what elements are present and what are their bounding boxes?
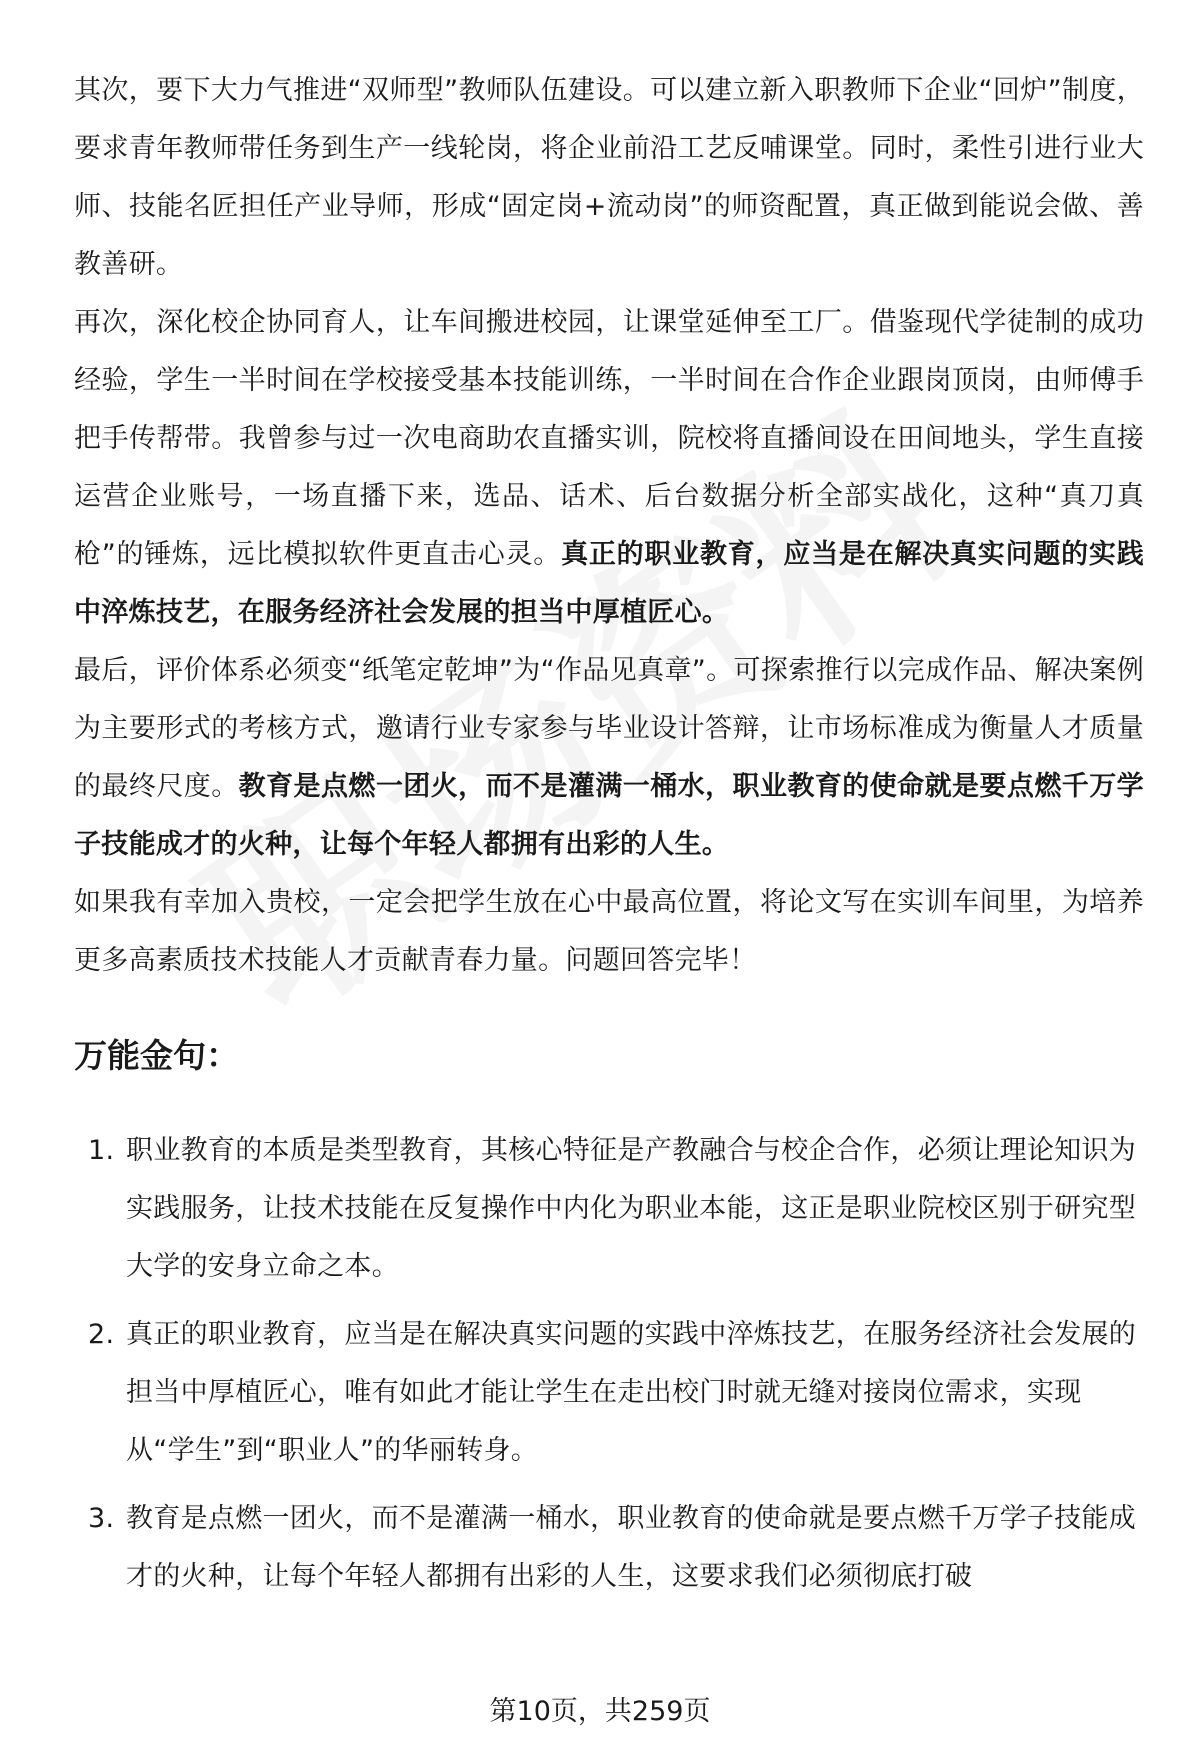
- page-number: 第10页，共259页: [489, 1696, 711, 1727]
- paragraph-text: 其次，要下大力气推进“双师型”教师队伍建设。可以建立新入职教师下企业“回炉”制度，要求青年教师带任务到生产一线轮岗，将企业前沿工艺反哺课堂。同时，柔性引进行业大师、技能名匠担任产业导师，形成“固定岗+流动岗”的师资配置，真正做到能说会做、善教善研。: [74, 75, 1144, 280]
- paragraph-bold-text: 真正的职业教育，应当是在解决真实问题的实践中淬炼技艺，在服务经济社会发展的担当中厚植匠心。: [74, 539, 1144, 628]
- list-item-text: 真正的职业教育，应当是在解决真实问题的实践中淬炼技艺，在服务经济社会发展的担当中厚植匠心，唯有如此才能让学生在走出校门时就无缝对接岗位需求，实现从“学生”到“职业人”的华丽转身。: [126, 1319, 1137, 1466]
- list-number: 3.: [88, 1503, 115, 1534]
- paragraph-bold-text: 教育是点燃一团火，而不是灌满一桶水，职业教育的使命就是要点燃千万学子技能成才的火种，让每个年轻人都拥有出彩的人生。: [74, 771, 1144, 860]
- section-heading: 万能金句：: [74, 1036, 239, 1075]
- list-item-text: 教育是点燃一团火，而不是灌满一桶水，职业教育的使命就是要点燃千万学子技能成才的火种，让每个年轻人都拥有出彩的人生，这要求我们必须彻底打破: [126, 1503, 1137, 1592]
- paragraph-text: 再次，深化校企协同育人，让车间搬进校园，让课堂延伸至工厂。借鉴现代学徒制的成功经验，学生一半时间在学校接受基本技能训练，一半时间在合作企业跟岗顶岗，由师傅手把手传帮带。我曾参与过一次电商助农直播实训，院校将直播间设在田间地头，学生直接运营企业账号，一场直播下来，选品、话术、后台数据分析全部实战化，这种“真刀真枪”的锤炼，远比模拟软件更直击心灵。: [74, 307, 1144, 570]
- paragraph-text: 最后，评价体系必须变“纸笔定乾坤”为“作品见真章”。可探索推行以完成作品、解决案例为主要形式的考核方式，邀请行业专家参与毕业设计答辩，让市场标准成为衡量人才质量的最终尺度。: [74, 655, 1144, 802]
- list-item: [74, 1490, 1144, 1606]
- list-item: [74, 1122, 1144, 1296]
- paragraph-3: [74, 642, 1144, 990]
- list-number: 2.: [88, 1319, 115, 1350]
- paragraph-2: [74, 294, 1144, 642]
- list-number: 1.: [88, 1135, 115, 1166]
- list-item: [74, 1306, 1144, 1480]
- paragraph-1: [74, 62, 1144, 294]
- list-item-text: 职业教育的本质是类型教育，其核心特征是产教融合与校企合作，必须让理论知识为实践服务，让技术技能在反复操作中内化为职业本能，这正是职业院校区别于研究型大学的安身立命之本。: [126, 1135, 1137, 1282]
- paragraph-text: 如果我有幸加入贵校，一定会把学生放在心中最高位置，将论文写在实训车间里，为培养更多高素质技术技能人才贡献青春力量。问题回答完毕！: [74, 887, 1144, 976]
- document-body: [74, 62, 1144, 1616]
- quote-list: [74, 1122, 1144, 1606]
